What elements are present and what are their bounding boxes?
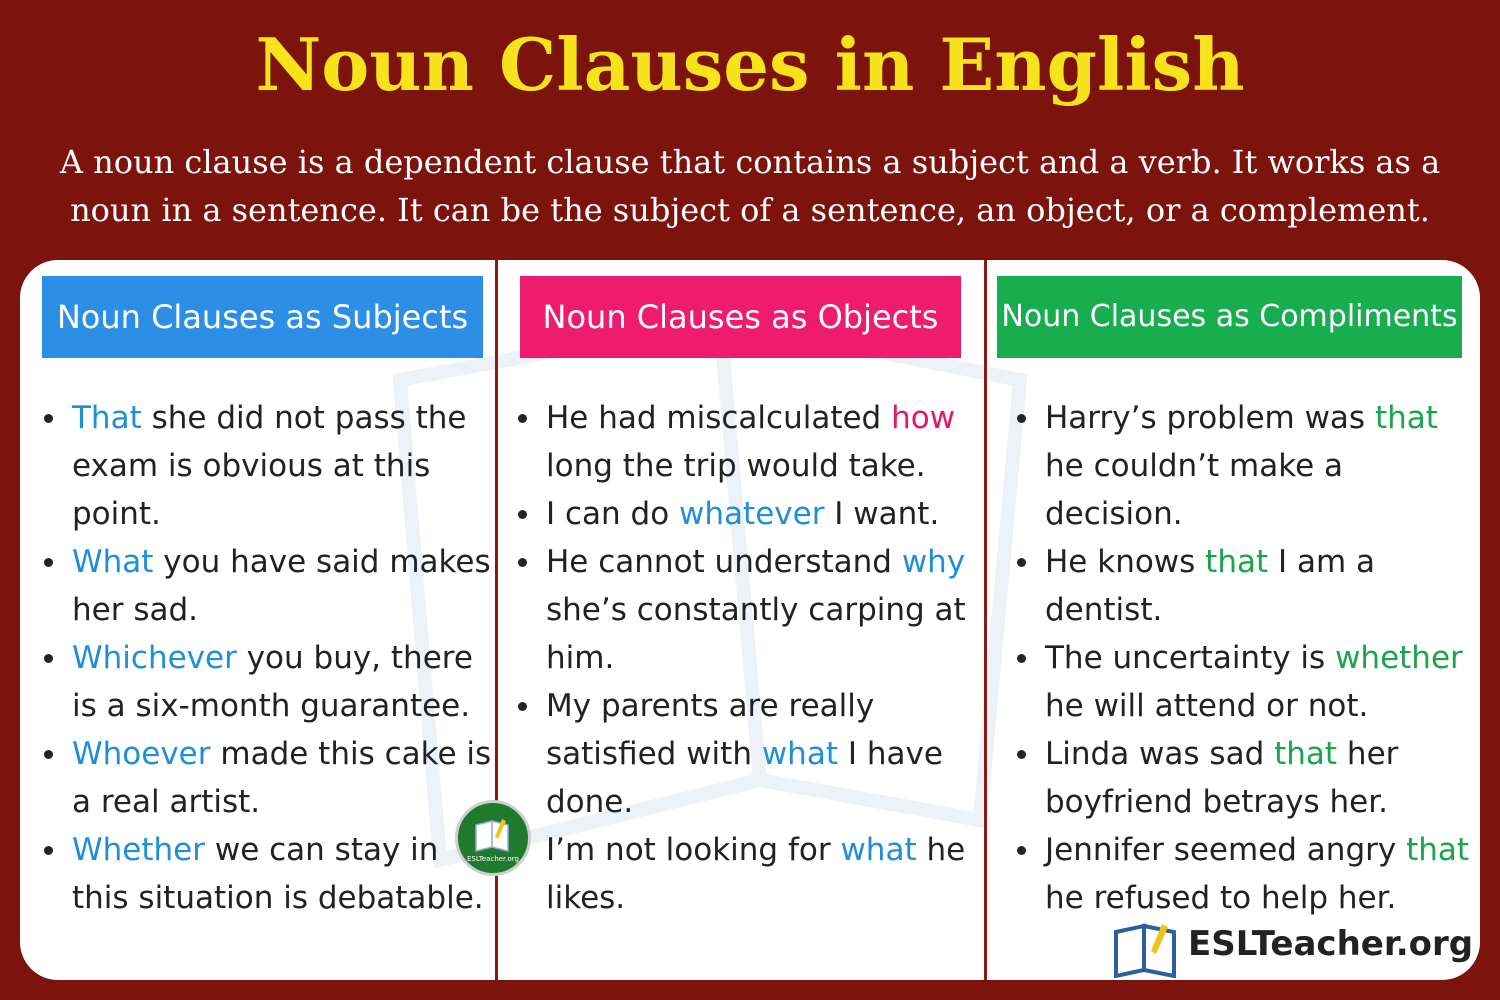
list-item (1015, 394, 1475, 538)
list-item (516, 490, 978, 538)
book-icon (1112, 922, 1180, 978)
list-item (42, 394, 492, 538)
sentence-text: he couldn’t make a decision. (1045, 448, 1343, 532)
sentence-text: her boyfriend betrays her. (1045, 736, 1399, 820)
sentence-text: Harry’s problem was (1045, 400, 1375, 436)
keyword: that (1374, 400, 1438, 436)
sentence-text: he will attend or not. (1045, 688, 1369, 724)
intro-text: A noun clause is a dependent clause that contains a subject and a verb. It works as a noun in a sentence. It can be the subject of a sentence, an object, or a complement. (59, 143, 1441, 229)
book-icon (458, 809, 528, 859)
keyword: why (901, 544, 966, 580)
sentence-text: he refused to help her. (1045, 880, 1397, 916)
sentence-text: long the trip would take. (546, 448, 926, 484)
keyword: what (761, 736, 838, 772)
sentence-text: you buy, there is a six-month guarantee. (72, 640, 473, 724)
content-panel (20, 260, 1480, 980)
subjects-list (42, 394, 492, 922)
list-item (516, 826, 978, 922)
sentence-text: I’m not looking for (546, 832, 841, 868)
list-item (42, 634, 492, 730)
sentence-text: He had miscalculated (546, 400, 892, 436)
center-logo-text: ESLTeacher.org (466, 855, 520, 863)
sentence-text: I am a dentist. (1045, 544, 1376, 628)
sentence-text: Jennifer seemed angry (1045, 832, 1407, 868)
keyword: that (1406, 832, 1470, 868)
column-subjects (20, 260, 495, 980)
list-item (42, 730, 492, 826)
sentence-text: Linda was sad (1045, 736, 1275, 772)
list-item (1015, 634, 1475, 730)
compliments-list (1015, 394, 1475, 922)
sentence-text: My parents are really satisfied with (546, 688, 875, 772)
sentence-text: The uncertainty is (1045, 640, 1336, 676)
keyword: whatever (679, 496, 825, 532)
list-item (1015, 538, 1475, 634)
keyword: how (891, 400, 956, 436)
sentence-text: she did not pass the exam is obvious at this point. (72, 400, 467, 532)
subjects-header: Noun Clauses as Subjects (42, 276, 483, 358)
keyword: That (72, 400, 142, 436)
objects-header: Noun Clauses as Objects (520, 276, 961, 358)
keyword: that (1205, 544, 1269, 580)
keyword: that (1274, 736, 1338, 772)
sentence-text: He knows (1045, 544, 1206, 580)
center-logo (455, 800, 531, 876)
sentence-text: He cannot understand (546, 544, 902, 580)
page-title: Noun Clauses in English (255, 22, 1245, 107)
list-item (516, 538, 978, 682)
keyword: what (840, 832, 917, 868)
sentence-text: I can do (546, 496, 680, 532)
list-item (516, 682, 978, 826)
sentence-text: I have done. (546, 736, 943, 820)
sentence-text: we can stay in this situation is debatable. (72, 832, 484, 916)
list-item (42, 826, 492, 922)
list-item (42, 538, 492, 634)
list-item (1015, 730, 1475, 826)
keyword: What (72, 544, 154, 580)
keyword: Whichever (72, 640, 237, 676)
keyword: Whether (72, 832, 205, 868)
objects-list (516, 394, 978, 922)
sentence-text: you have said makes her sad. (72, 544, 491, 628)
sentence-text: he likes. (546, 832, 966, 916)
brand-text: ESLTeacher.org (1188, 924, 1474, 964)
keyword: whether (1335, 640, 1463, 676)
list-item (1015, 826, 1475, 922)
keyword: Whoever (72, 736, 211, 772)
sentence-text: she’s constantly carping at him. (546, 592, 966, 676)
column-objects (498, 260, 984, 980)
sentence-text: I want. (824, 496, 940, 532)
list-item (516, 394, 978, 490)
sentence-text: made this cake is a real artist. (72, 736, 492, 820)
compliments-header: Noun Clauses as Compliments (997, 276, 1462, 358)
column-compliments (987, 260, 1480, 980)
